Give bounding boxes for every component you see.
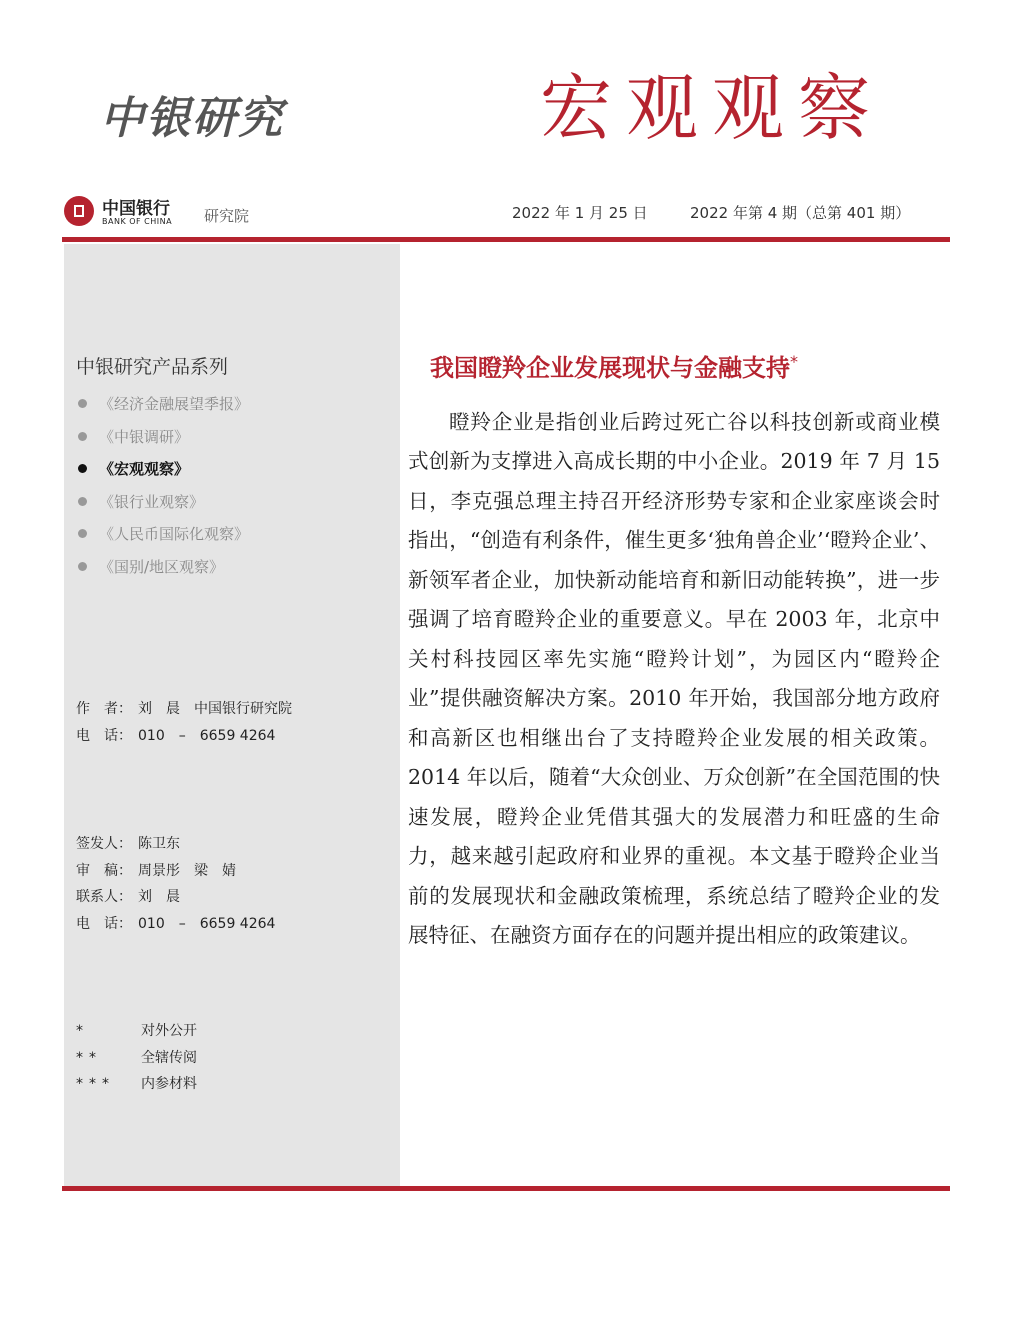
bullet-icon bbox=[78, 529, 87, 538]
info-row bbox=[76, 831, 275, 858]
legend-text: 对外公开 bbox=[141, 1023, 197, 1039]
legend-stars: *** bbox=[76, 1076, 115, 1092]
info-label: 审 稿： bbox=[76, 862, 132, 879]
info-value: 010 – 6659 4264 bbox=[138, 727, 276, 744]
report-date: 2022 年 1 月 25 日 bbox=[512, 204, 648, 222]
footer-divider bbox=[62, 1186, 950, 1191]
info-value: 陈卫东 bbox=[138, 836, 180, 852]
bullet-icon bbox=[78, 432, 87, 441]
legend-text: 全辖传阅 bbox=[141, 1049, 197, 1066]
bullet-icon bbox=[78, 497, 87, 506]
series-list bbox=[76, 392, 249, 588]
info-label: 作 者： bbox=[76, 701, 132, 717]
info-label: 签发人： bbox=[76, 836, 132, 852]
classification-legend bbox=[76, 1018, 197, 1098]
info-value: 刘 晨 中国银行研究院 bbox=[138, 701, 292, 717]
report-title: 宏观观察 bbox=[540, 66, 885, 150]
institute-label: 研究院 bbox=[204, 207, 250, 225]
issue-number: 2022 年第 4 期（总第 401 期） bbox=[690, 204, 911, 222]
article-body: 瞪羚企业是指创业后跨过死亡谷以科技创新或商业模式创新为支撑进入高成长期的中小企业。2019 年 7 月 15 日，李克强总理主持召开经济形势专家和企业家座谈会时指出，“创造有利条件，催生更多‘独角兽企业’‘瞪羚企业’、新领军者企业，加快新动能培育和新旧动能转换”，进一步强调了培育瞪羚企业的重要意义。早在 2003 年，北京中关村科技园区率先实施“瞪羚计划”，为园区内“瞪羚企业”提供融资解决方案。2010 年开始，我国部分地方政府和高新区也相继出台了支持瞪羚企业发展的相关政策。2014 年以后，随着“大众创业、万众创新”在全国范围的快速发展，瞪羚企业凭借其强大的发展潜力和旺盛的生命力，越来越引起政府和业界的重视。本文基于瞪羚企业当前的发展现状和金融政策梳理，系统总结了瞪羚企业的发展特征、在融资方面存在的问题并提出相应的政策建议。 bbox=[408, 409, 940, 948]
series-item[interactable] bbox=[76, 522, 249, 555]
info-value: 010 – 6659 4264 bbox=[138, 915, 276, 932]
series-item[interactable] bbox=[76, 555, 249, 588]
info-label: 电 话： bbox=[76, 915, 132, 932]
legend-stars: ** bbox=[76, 1049, 102, 1066]
series-item-label: 《中银调研》 bbox=[99, 427, 190, 446]
info-row bbox=[76, 696, 292, 723]
boc-logo-en: BANK OF CHINA bbox=[102, 217, 173, 226]
series-item[interactable] bbox=[76, 425, 249, 458]
bullet-icon bbox=[78, 464, 87, 473]
series-item[interactable] bbox=[76, 392, 249, 425]
info-value: 周景彤 梁 婧 bbox=[138, 862, 236, 879]
series-item-label: 《银行业观察》 bbox=[99, 492, 205, 511]
legend-stars: * bbox=[76, 1023, 89, 1039]
legend-text: 内参材料 bbox=[141, 1076, 197, 1092]
legend-row bbox=[76, 1071, 197, 1098]
bullet-icon bbox=[78, 562, 87, 571]
info-row bbox=[76, 723, 292, 750]
article bbox=[408, 352, 940, 956]
bullet-icon bbox=[78, 399, 87, 408]
header-divider bbox=[62, 237, 950, 242]
reviewer-info bbox=[76, 831, 275, 937]
info-row bbox=[76, 858, 275, 885]
author-info bbox=[76, 696, 292, 749]
info-label: 联系人： bbox=[76, 889, 132, 905]
boc-logo-cn: 中国银行 bbox=[102, 199, 170, 219]
series-item-label: 《宏观观察》 bbox=[99, 460, 190, 479]
sidebar bbox=[64, 244, 400, 1186]
header-row bbox=[62, 192, 948, 236]
series-item[interactable] bbox=[76, 490, 249, 523]
info-row bbox=[76, 911, 275, 938]
series-item-label: 《国别/地区观察》 bbox=[99, 557, 225, 576]
info-value: 刘 晨 bbox=[138, 889, 180, 905]
series-title: 中银研究产品系列 bbox=[76, 356, 229, 378]
article-title-text: 我国瞪羚企业发展现状与金融支持 bbox=[430, 354, 790, 382]
info-row bbox=[76, 884, 275, 911]
footnote-mark: * bbox=[790, 352, 798, 371]
brand-logo: 中银研究 bbox=[100, 93, 284, 144]
info-label: 电 话： bbox=[76, 727, 132, 744]
series-item-label: 《人民币国际化观察》 bbox=[99, 525, 250, 544]
legend-row bbox=[76, 1045, 197, 1072]
article-title bbox=[430, 352, 940, 383]
boc-emblem-icon bbox=[64, 196, 94, 226]
legend-row bbox=[76, 1018, 197, 1045]
series-item-label: 《经济金融展望季报》 bbox=[99, 395, 250, 413]
series-item-active[interactable] bbox=[76, 457, 249, 490]
